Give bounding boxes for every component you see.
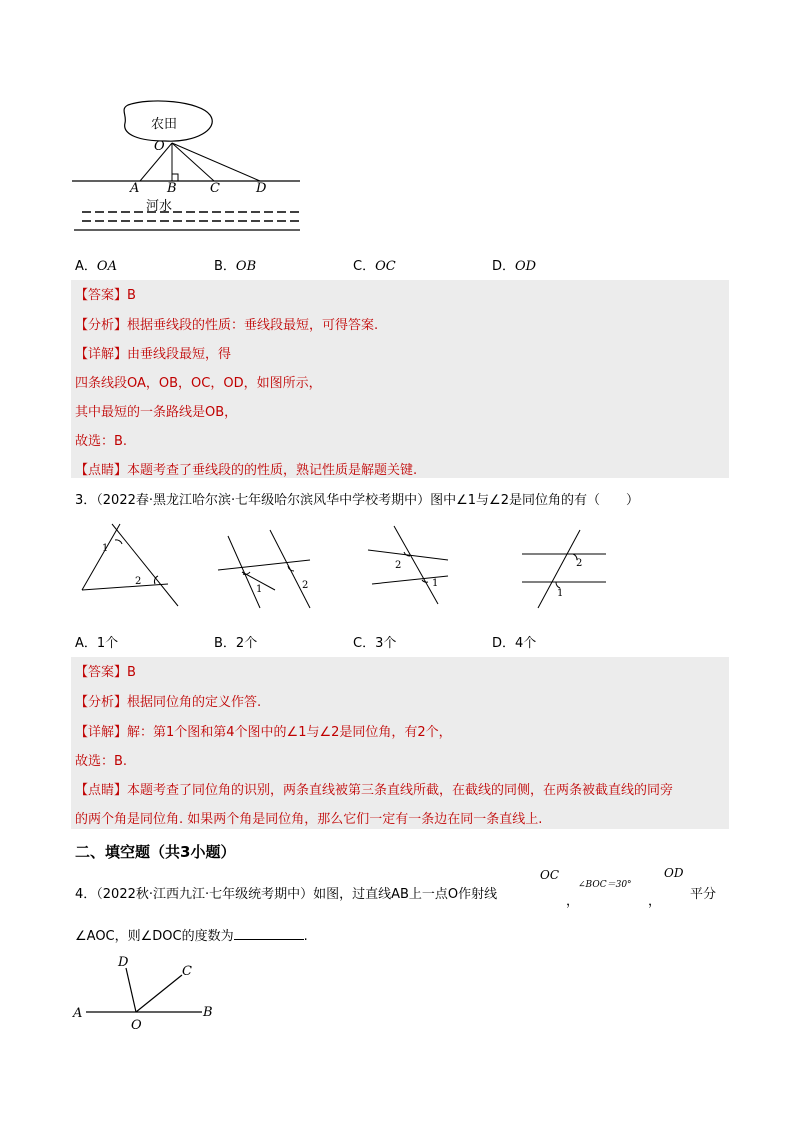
q2-comment: 【点睛】本题考查了垂线段的的性质，熟记性质是解题关键. — [75, 463, 418, 478]
river-label: 河水 — [146, 199, 173, 214]
point-o: O — [154, 139, 165, 154]
point-d: D — [256, 181, 267, 196]
q2-option-c: C．OC — [353, 259, 396, 274]
q2-answer: 【答案】B — [75, 288, 136, 303]
q2-option-d: D．OD — [492, 259, 537, 274]
q4-answer-blank[interactable] — [234, 927, 304, 940]
q4-figure — [70, 950, 230, 1035]
q3-figure-4 — [522, 530, 606, 608]
svg-text:2: 2 — [302, 580, 309, 591]
q3-option-c: C．3个 — [353, 636, 397, 651]
q2-option-b: B．OB — [214, 259, 257, 274]
svg-text:1: 1 — [557, 588, 564, 599]
point-o: O — [131, 1018, 142, 1033]
svg-text:2: 2 — [576, 558, 583, 569]
q3-figure-2 — [218, 530, 310, 608]
q4-comma-1: ， — [566, 894, 580, 909]
q2-analysis: 【分析】根据垂线段的性质：垂线段最短，可得答案. — [75, 318, 379, 333]
section-title: 二、填空题（共3小题） — [75, 843, 236, 861]
q4-stem-2: ∠AOC，则∠DOC的度数为 . — [75, 929, 308, 944]
point-d: D — [118, 955, 129, 970]
q2-detail-4: 故选：B. — [75, 434, 128, 449]
svg-text:1: 1 — [102, 543, 109, 554]
q3-option-d: D．4个 — [492, 636, 537, 651]
point-a: A — [130, 181, 140, 196]
point-c: C — [210, 181, 220, 196]
point-b: B — [203, 1005, 213, 1020]
q3-option-b: B．2个 — [214, 636, 258, 651]
q2-solution-box — [71, 280, 729, 478]
svg-text:1: 1 — [432, 578, 439, 589]
q2-option-a: A．OA — [75, 259, 117, 274]
q3-figure-3 — [368, 526, 448, 604]
q3-option-a: A．1个 — [75, 636, 119, 651]
q3-answer: 【答案】B — [75, 665, 136, 680]
point-a: A — [73, 1006, 83, 1021]
q4-stem-bisect: 平分 — [690, 887, 717, 902]
svg-text:2: 2 — [135, 576, 142, 587]
q4-comma-2: ， — [648, 894, 662, 909]
svg-text:1: 1 — [256, 584, 263, 595]
field-label: 农田 — [151, 117, 178, 132]
q3-choose: 故选：B. — [75, 754, 128, 769]
q4-angle-boc: ∠BOC＝30° — [578, 880, 632, 890]
q4-stem-1: 4．（2022秋·江西九江·七年级统考期中）如图，过直线AB上一点O作射线 — [75, 887, 498, 902]
q3-figures — [70, 518, 630, 618]
q3-comment-1: 【点睛】本题考查了同位角的识别，两条直线被第三条直线所截，在截线的同侧，在两条被截直线的同旁 — [75, 783, 674, 798]
svg-text:2: 2 — [395, 560, 402, 571]
q4-ray-oc: OC — [540, 868, 560, 882]
q2-figure — [70, 95, 310, 240]
q2-detail-2: 四条线段OA，OB，OC，OD，如图所示， — [75, 376, 322, 391]
point-b: B — [167, 181, 177, 196]
q3-detail: 【详解】解：第1个图和第4个图中的∠1与∠2是同位角，有2个， — [75, 725, 452, 740]
q3-analysis: 【分析】根据同位角的定义作答. — [75, 695, 262, 710]
q3-stem: 3．（2022春·黑龙江哈尔滨·七年级哈尔滨风华中学校考期中）图中∠1与∠2是同位角的有（ ） — [75, 493, 639, 508]
q3-comment-2: 的两个角是同位角. 如果两个角是同位角，那么它们一定有一条边在同一条直线上. — [75, 812, 543, 827]
q2-detail-3: 其中最短的一条路线是OB， — [75, 405, 238, 420]
q4-ray-od: OD — [664, 866, 684, 880]
q3-figure-1 — [82, 524, 178, 606]
point-c: C — [182, 964, 192, 979]
q2-detail-1: 【详解】由垂线段最短，得 — [75, 347, 232, 362]
q3-solution-box — [71, 657, 729, 829]
